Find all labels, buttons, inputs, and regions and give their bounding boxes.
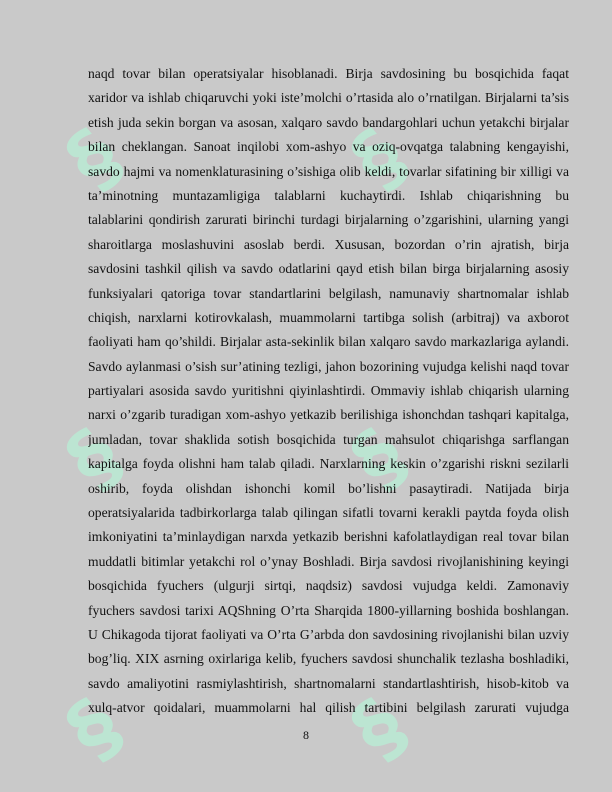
text-line: etish juda sekin borgan va asosan, xalqaro savdo bandargohlari uchun yetakchi birjalar <box>88 114 569 130</box>
text-line: xaridor va ishlab chiqaruvchi yoki iste’molchi o’rtasida alo o’rnatilgan. Birjalarni ta’sis <box>88 90 569 106</box>
text-line: chiqish, narxlarni kotirovkalash, muammolarni tartibga solish (arbitraj) va axborot <box>88 309 569 325</box>
text-line: savdosini tashkil qilish va savdo odatlarini qayd etish bilan birga birjalarning asosiy <box>88 261 569 277</box>
watermark-logo: § <box>50 111 139 207</box>
text-line: savdo amaliyotini rasmiylashtirish, shartnomalarni standartlashtirish, hisob-kitob va <box>88 675 569 691</box>
text-line: savdo hajmi va nomenklaturasining o’sishiga olib keldi, tovarlar sifatining bir xilligi va <box>88 163 569 179</box>
text-line: faoliyati ham qo’shildi. Birjalar asta-sekinlik bilan xalqaro savdo markazlariga aylandi. <box>88 334 569 350</box>
text-line: xulq-atvor qoidalari, muammolarni hal qilish tartibini belgilash zarurati vujudga <box>88 700 569 716</box>
page-number: 8 <box>303 728 309 742</box>
text-line: kapitalga foyda olishni ham talab qiladi. Narxlarning keskin o’zgarishi riskni sezilarli <box>88 456 569 472</box>
text-line: partiyalari asosida savdo yuritishni qiyinlashtirdi. Ommaviy ishlab chiqarish ularning <box>88 383 569 399</box>
text-line: talablarini qondirish zarurati birinchi turdagi birjalarning o’zgarishini, ularning yangi <box>88 212 569 228</box>
text-line: U Chikagoda tijorat faoliyati va O’rta G’arbda don savdosining rivojlanishi bilan uzviy <box>88 626 569 642</box>
text-line: funksiyalari qatoriga tovar standartlarini belgilash, namunaviy shartnomalar ishlab <box>88 285 569 301</box>
text-line: fyuchers savdosi tarixi AQShning O’rta Sharqida 1800-yillarning boshida boshlangan. <box>88 602 569 618</box>
text-line: narxi o’zgarib turadigan xom-ashyo yetkazib berilishiga ishonchdan tashqari kapitalga, <box>88 407 569 423</box>
text-line: Savdo aylanmasi o’sish sur’atining tezligi, jahon bozorining vujudga kelishi naqd tovar <box>88 358 569 374</box>
text-line: imkoniyatini ta’minlaydigan narxda yetkazib berishni kafolatlaydigan real tovar bilan <box>88 529 569 545</box>
text-line: bog’liq. XIX asrning oxirlariga kelib, fyuchers savdosi shunchalik tezlasha boshladiki, <box>88 651 569 667</box>
text-line: bosqichida fyuchers (ulgurji sirtqi, naqdsiz) savdosi vujudga keldi. Zamonaviy <box>88 578 569 594</box>
watermark-logo: § <box>50 411 139 507</box>
watermark-logo: § <box>335 411 424 507</box>
text-line: bilan cheklangan. Sanoat inqilobi xom-ashyo va oziq-ovqatga talabning kengayishi, <box>88 139 569 155</box>
text-line: operatsiyalarida tadbirkorlarga talab qilingan sifatli tovarni kerakli paytda foyda olish <box>88 505 569 521</box>
text-line: oshirib, foyda olishdan ishonchi komil bo’lishni pasaytiradi. Natijada birja <box>88 480 569 496</box>
text-line: naqd tovar bilan operatsiyalar hisoblanadi. Birja savdosining bu bosqichida faqat <box>88 66 569 81</box>
body-text <box>88 62 569 721</box>
text-line: jumladan, tovar shaklida sotish bosqichida turgan mahsulot chiqarishga sarflangan <box>88 431 569 447</box>
text-line: muddatli bitimlar yetakchi rol o’ynay Boshladi. Birja savdosi rivojlanishining keyingi <box>88 553 569 569</box>
watermark-logo: § <box>50 681 139 777</box>
watermark-logo: § <box>335 681 424 777</box>
text-line: sharoitlarga moslashuvini asoslab berdi. Xususan, bozordan o’rin ajratish, birja <box>88 236 569 252</box>
watermark-logo: § <box>335 111 424 207</box>
text-line: ta’minotning muntazamligiga talablarni kuchaytirdi. Ishlab chiqarishning bu <box>88 187 569 203</box>
